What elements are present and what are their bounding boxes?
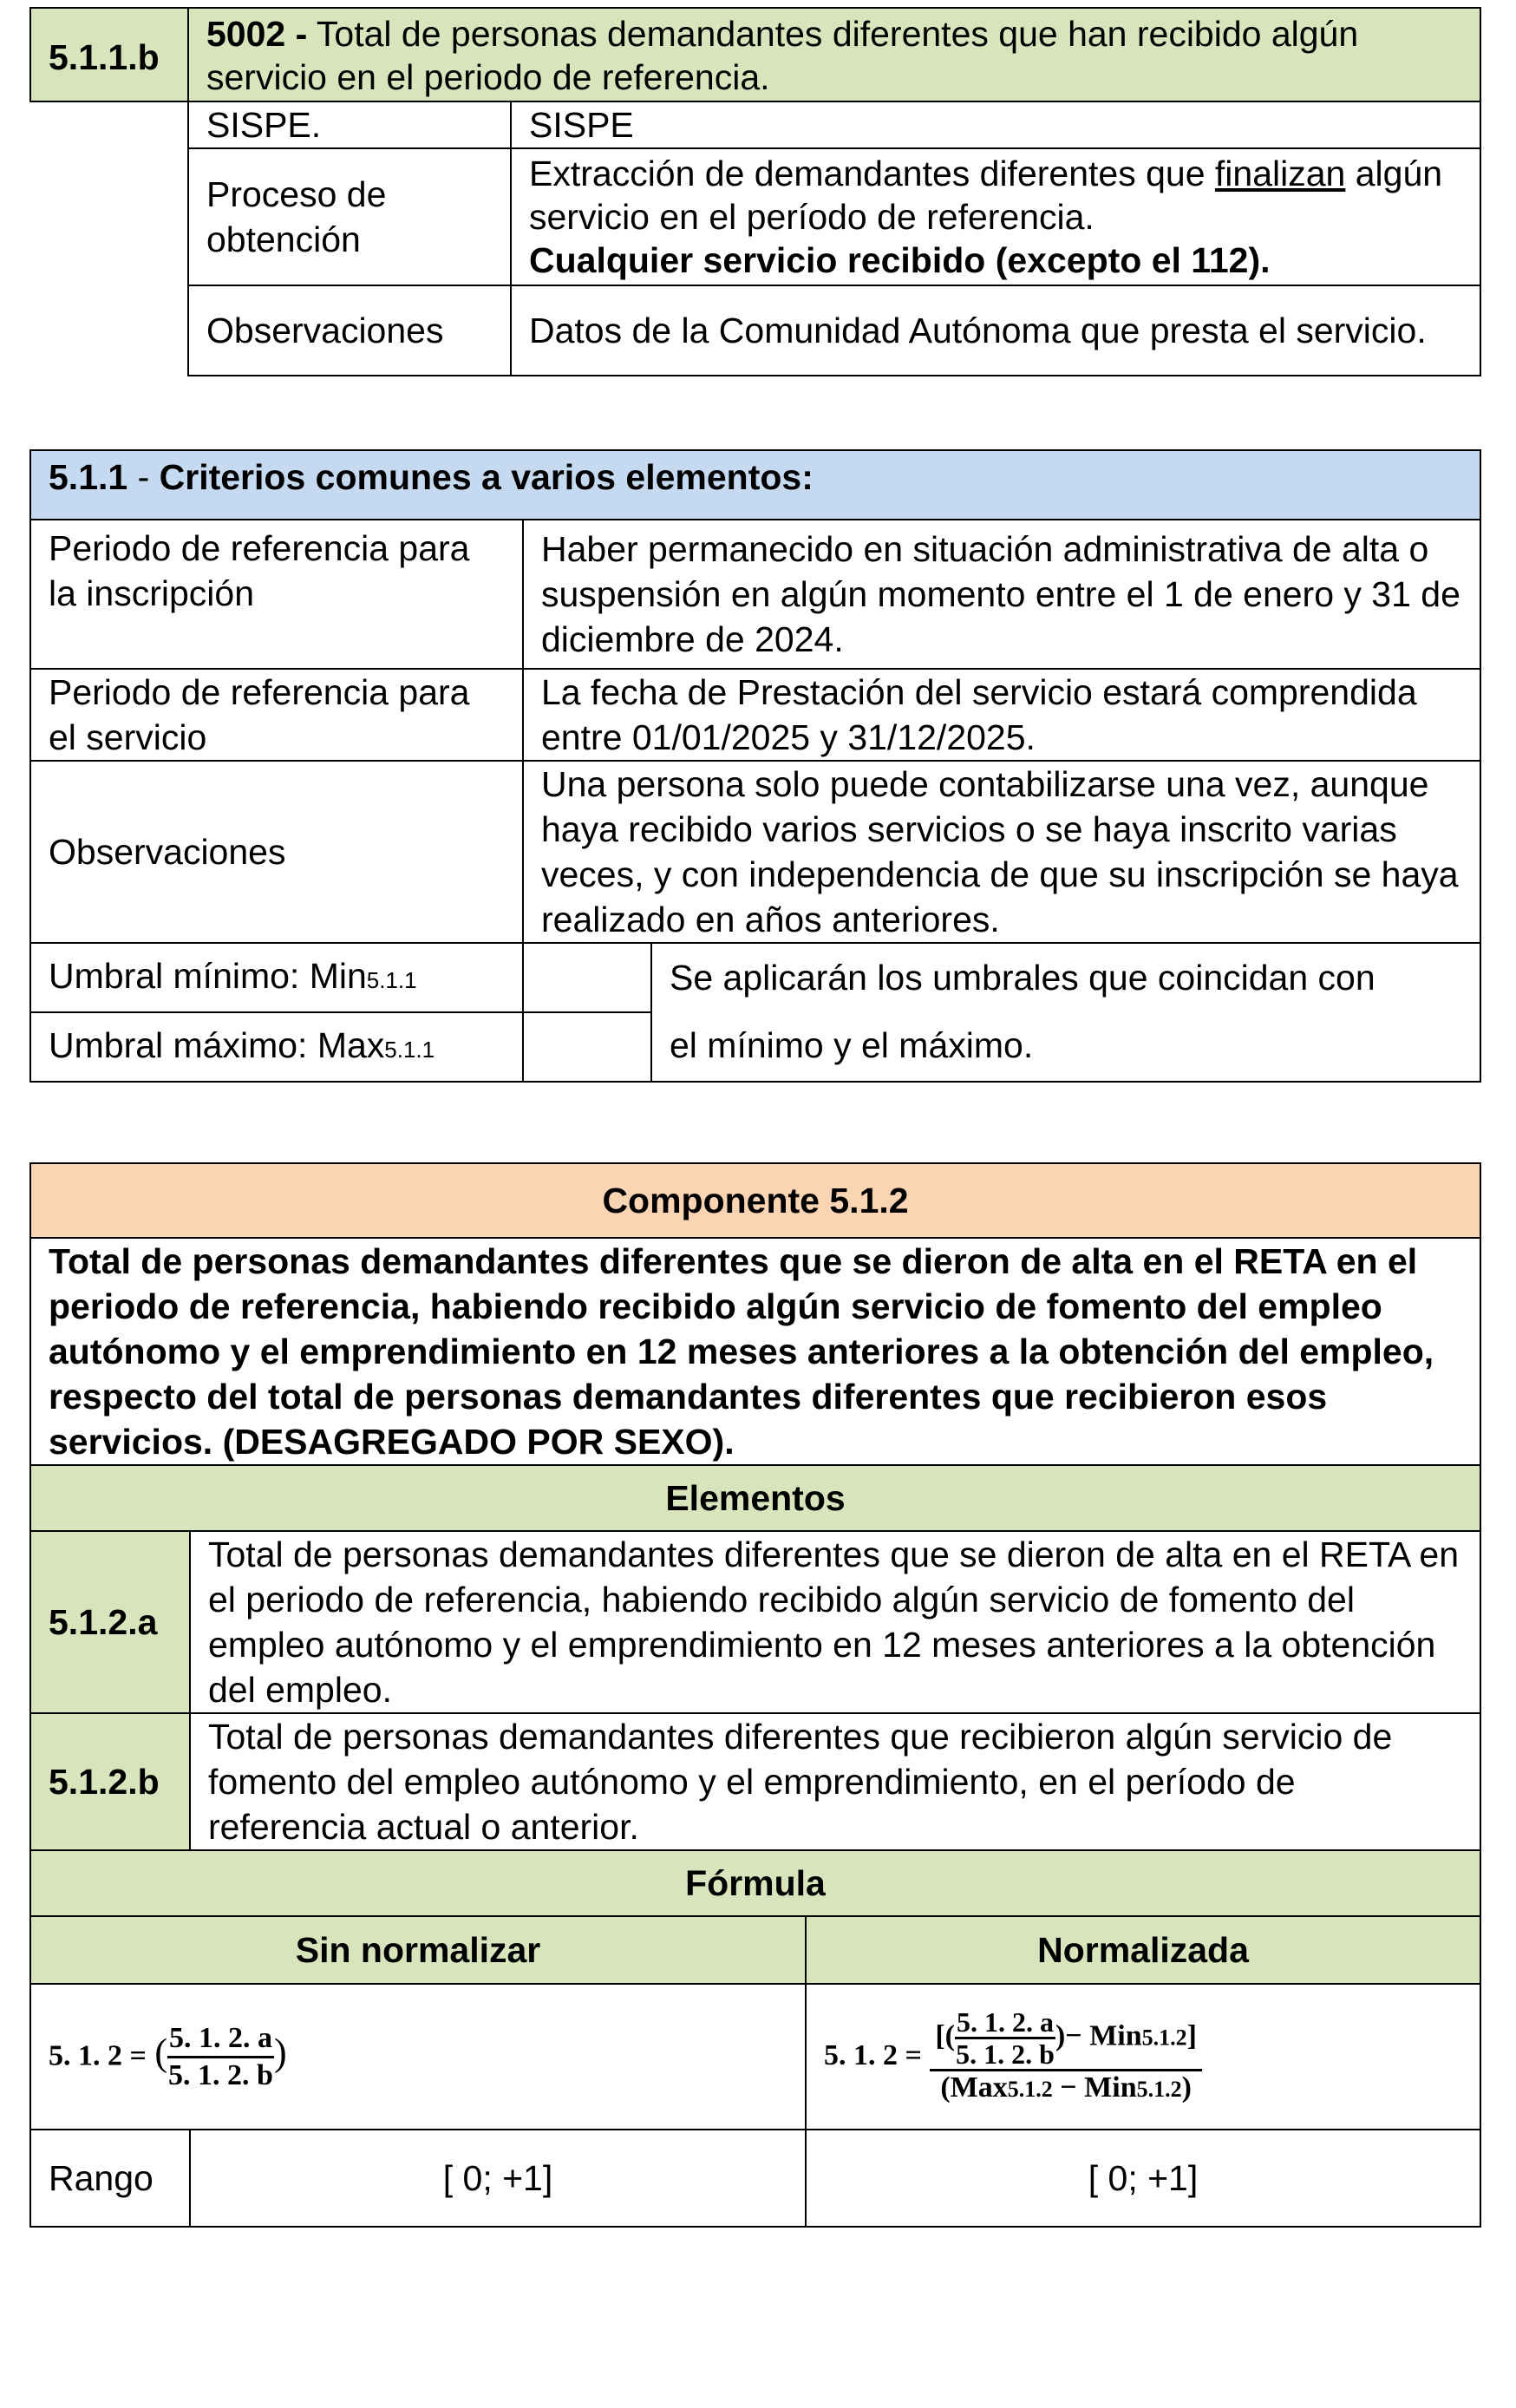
criteria-observations-label: Observaciones bbox=[30, 761, 523, 943]
element-b-text: Total de personas demandantes diferentes que recibieron algún servicio de fomento del empleo autónomo y el emprendimiento, en el período de referencia actual o anterior. bbox=[190, 1713, 1480, 1850]
registration-period-text: Haber permanecido en situación administrativa de alta o suspensión en algún momento entre el 1 de enero y 31 de diciembre de 2024. bbox=[523, 520, 1480, 669]
element-number: 5002 - bbox=[206, 14, 308, 54]
process-text: Extracción de demandantes diferentes que finalizan algún servicio en el período de referencia. Cualquier servicio recibido (excepto el 112). bbox=[511, 148, 1480, 285]
element-code-cell: 5.1.1.b bbox=[30, 8, 188, 101]
element-title-cell bbox=[188, 8, 1480, 101]
min-threshold-value bbox=[523, 943, 651, 1012]
range-normalized: [ 0; +1] bbox=[806, 2130, 1480, 2227]
component-description: Total de personas demandantes diferentes que se dieron de alta en el RETA en el periodo de referencia, habiendo recibido algún servicio de fomento del empleo autónomo y el emprendimiento en 12 meses anteriores a la obtención del empleo, respecto del total de personas demandantes diferentes que recibieron esos servicios. (DESAGREGADO POR SEXO). bbox=[30, 1238, 1480, 1465]
element-b-code: 5.1.2.b bbox=[30, 1713, 190, 1850]
observations-text: Datos de la Comunidad Autónoma que presta el servicio. bbox=[511, 285, 1480, 376]
registration-period-label: Periodo de referencia para la inscripción bbox=[30, 520, 523, 669]
element-title: Total de personas demandantes diferentes que han recibido algún servicio en el periodo de referencia. bbox=[206, 14, 1359, 97]
service-period-label: Periodo de referencia para el servicio bbox=[30, 669, 523, 761]
component-header: Componente 5.1.2 bbox=[30, 1163, 1480, 1238]
service-period-text: La fecha de Prestación del servicio estará comprendida entre 01/01/2025 y 31/12/2025. bbox=[523, 669, 1480, 761]
criteria-header: 5.1.1 - Criterios comunes a varios elementos: bbox=[30, 450, 1480, 520]
source-label: SISPE. bbox=[188, 101, 511, 148]
common-criteria-table bbox=[29, 449, 1481, 1083]
formula-header: Fórmula bbox=[30, 1850, 1480, 1916]
range-unnormalized: [ 0; +1] bbox=[190, 2130, 806, 2227]
indicator-5002-table bbox=[29, 7, 1481, 376]
component-5-1-2-table bbox=[29, 1162, 1481, 2228]
unnormalized-header: Sin normalizar bbox=[30, 1916, 806, 1984]
process-label: Proceso de obtención bbox=[188, 148, 511, 285]
spacer-cell bbox=[30, 101, 188, 376]
thresholds-note: Se aplicarán los umbrales que coincidan con el mínimo y el máximo. bbox=[651, 943, 1480, 1082]
normalized-formula: 5. 1. 2 = [( $\frac{5. 1. 2. a}{5. 1. 2. b}$ )− Min5.1.2] (Max5.1.2 − Min5.1.2) bbox=[806, 1984, 1480, 2130]
max-threshold-value bbox=[523, 1012, 651, 1082]
element-a-text: Total de personas demandantes diferentes que se dieron de alta en el RETA en el periodo de referencia, habiendo recibido algún servicio de fomento del empleo autónomo y el emprendimiento en 12 meses anteriores a la obtención del empleo. bbox=[190, 1531, 1480, 1713]
observations-label: Observaciones bbox=[188, 285, 511, 376]
max-threshold-label: Umbral máximo: Max5.1.1 bbox=[30, 1012, 523, 1082]
min-threshold-label: Umbral mínimo: Min5.1.1 bbox=[30, 943, 523, 1012]
elements-header: Elementos bbox=[30, 1465, 1480, 1531]
range-label: Rango bbox=[30, 2130, 190, 2227]
criteria-observations-text: Una persona solo puede contabilizarse una vez, aunque haya recibido varios servicios o se haya inscrito varias veces, y con independencia de que su inscripción se haya realizado en años anteriores. bbox=[523, 761, 1480, 943]
process-note: Cualquier servicio recibido (excepto el 112). bbox=[529, 240, 1271, 280]
unnormalized-formula: 5. 1. 2 = ( $\frac{5. 1. 2. a}{5. 1. 2. b}$ ) bbox=[30, 1984, 806, 2130]
element-a-code: 5.1.2.a bbox=[30, 1531, 190, 1713]
source-value: SISPE bbox=[511, 101, 1480, 148]
normalized-header: Normalizada bbox=[806, 1916, 1480, 1984]
